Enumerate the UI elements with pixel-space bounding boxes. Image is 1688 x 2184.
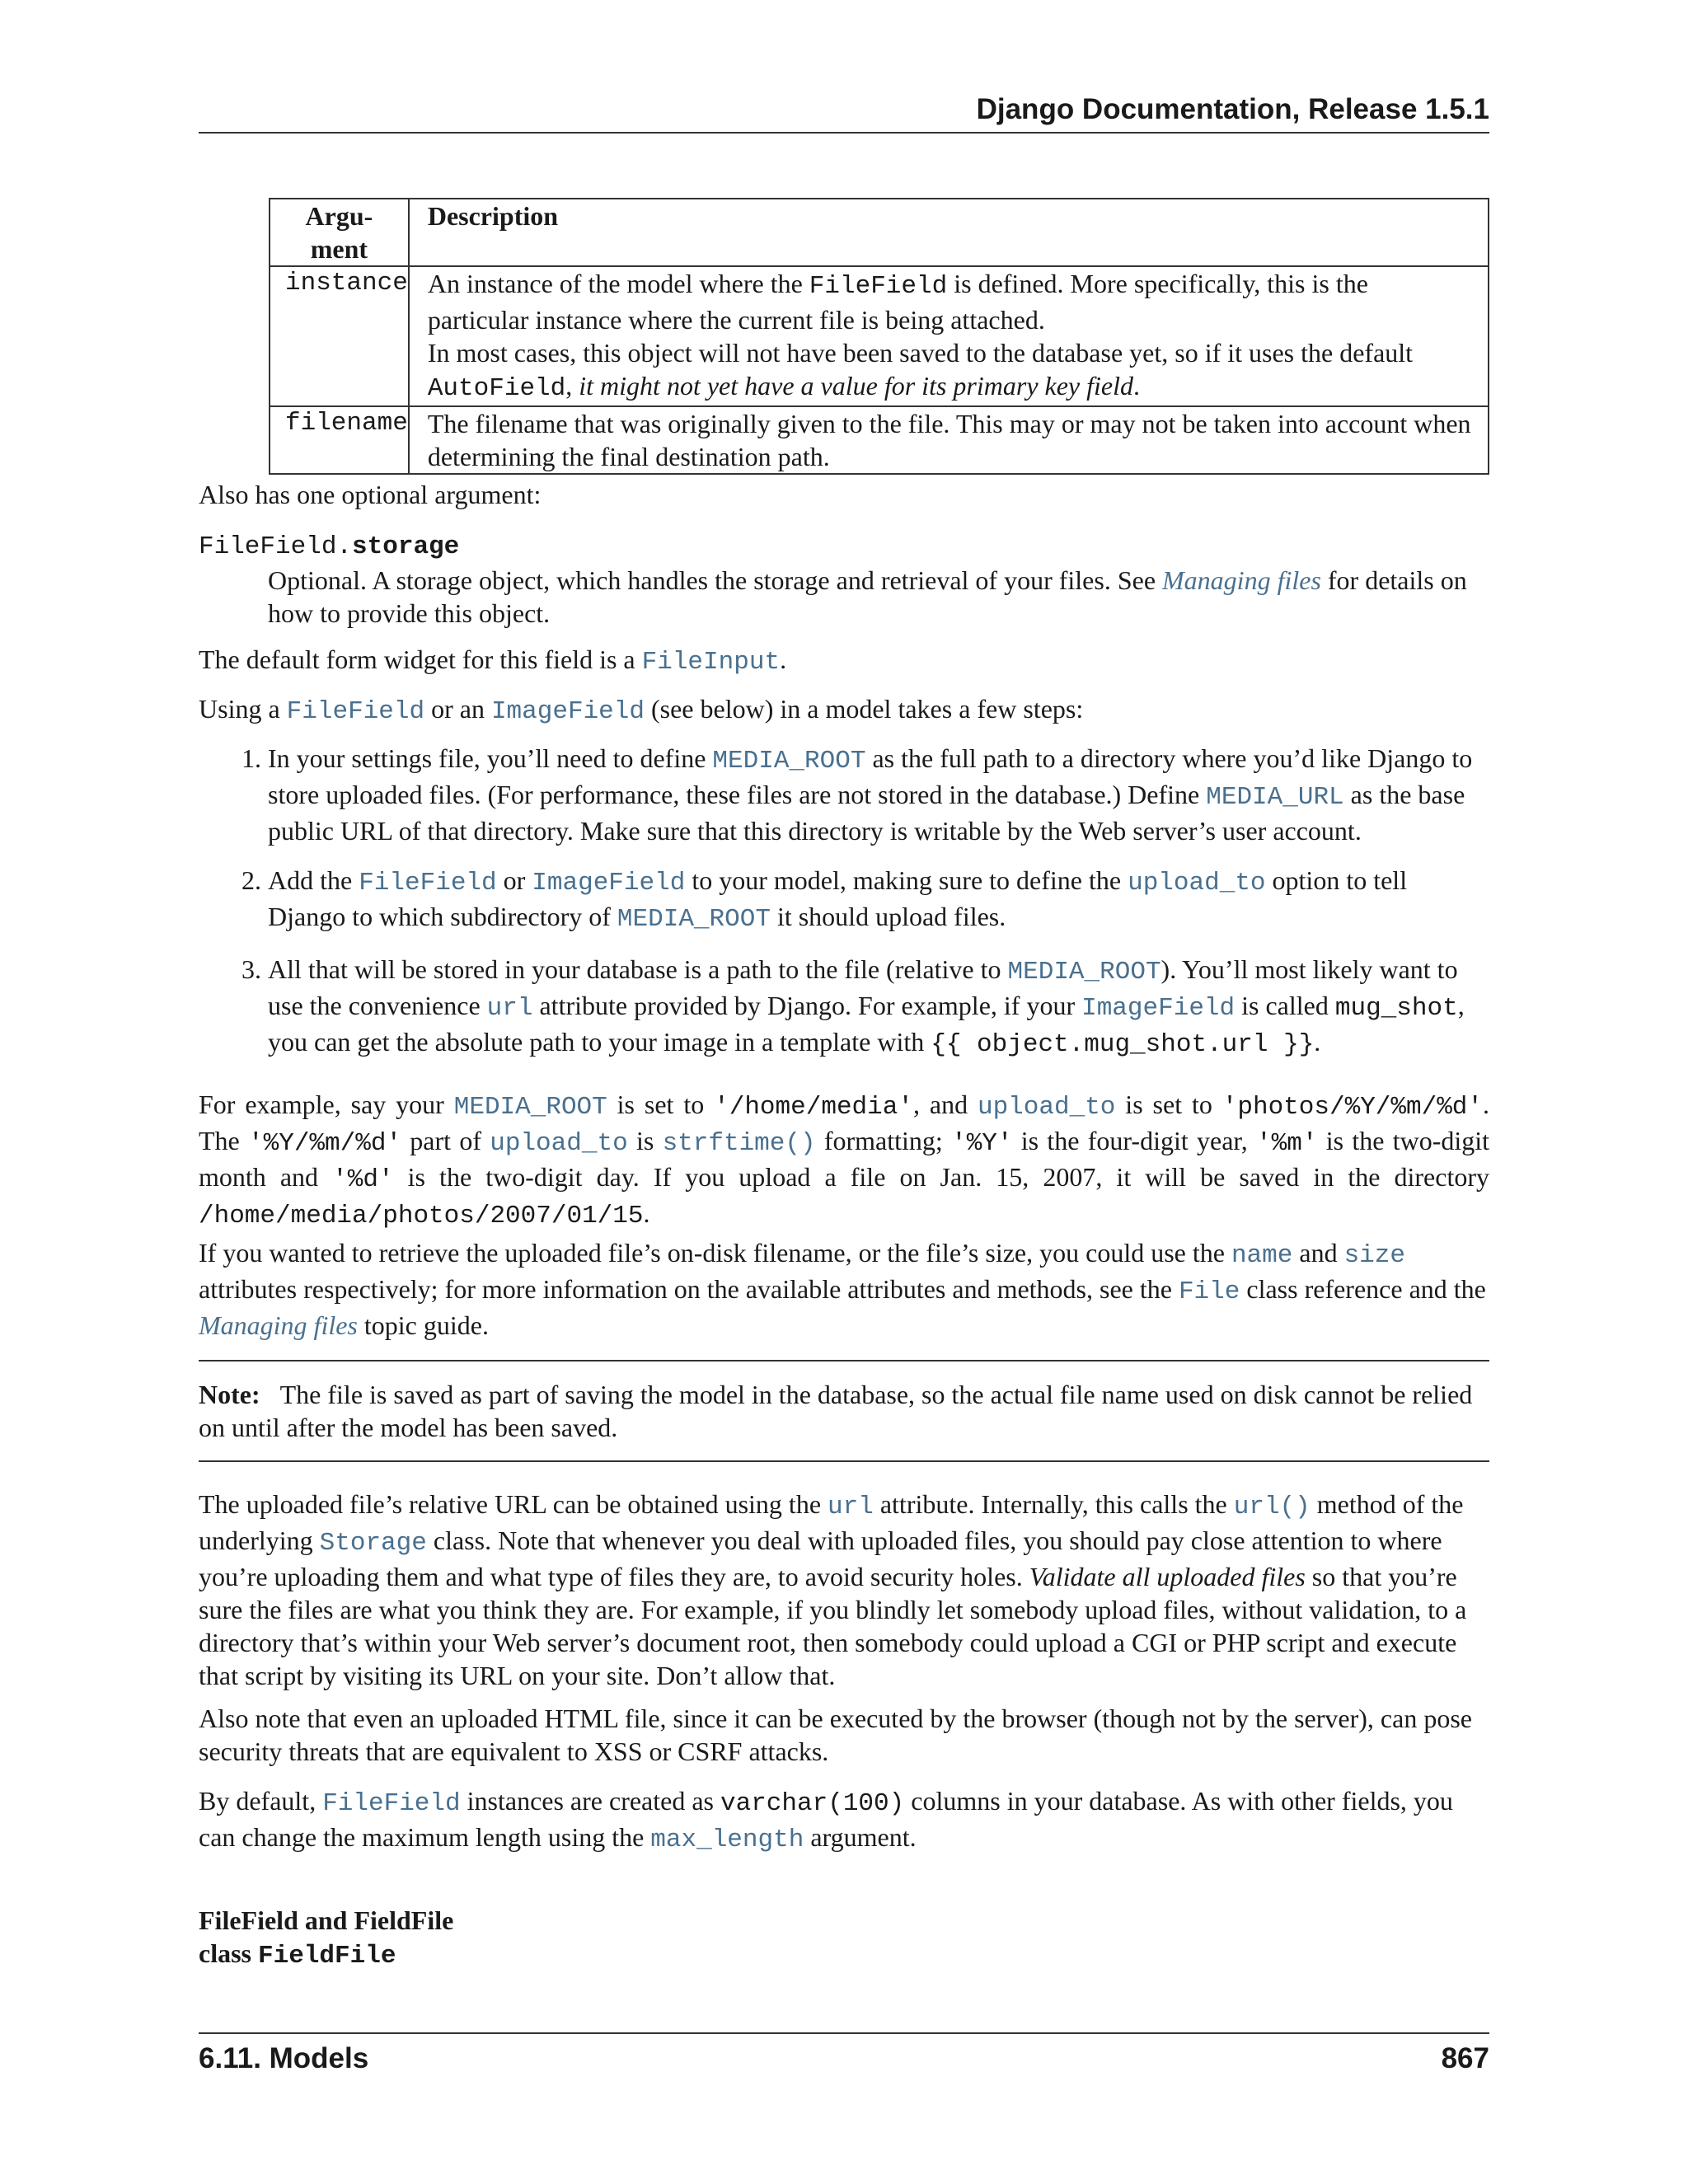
argument-description: The filename that was originally given to the file. This may or may not be taken into account when determining the final destination path. [427, 409, 1471, 471]
footer-section: 6.11. Models [199, 2042, 369, 2074]
note-box [199, 1360, 1489, 1462]
argument-description: An instance of the model where the FileField is defined. More specifically, this is the particular instance where the current file is being attached. In most cases, this object will not have been saved to the database yet, so if it uses the default AutoField, it might not yet have a value for its primary key field. [427, 269, 1414, 403]
section-filefield-fieldfile [199, 1904, 1489, 1973]
paragraph-widget: The default form widget for this field is a FileInput. [199, 644, 787, 677]
paragraph-optional: Also has one optional argument: [199, 480, 542, 509]
managing-files-link[interactable]: Managing files [1162, 565, 1321, 595]
table-row [270, 266, 1489, 406]
list-item: 2. Add the FileField or ImageField to your model, making sure to define the upload_to option to tell Django to which subdirectory of MEDIA_ROOT it should upload files. [268, 864, 1489, 936]
section-title: FileField and FieldFile [199, 1905, 454, 1935]
list-item: 3. All that will be stored in your database is a path to the file (relative to MEDIA_ROOT). You’ll most likely want to use the convenience url attribute provided by Django. For example, if your ImageField is called mug_shot, you can get the absolute path to your image in a template with {{ object.mug_shot.url }}. [268, 953, 1489, 1062]
paragraph-default: By default, FileField instances are created as varchar(100) columns in your database. As with other fields, you can change the maximum length using the max_length argument. [199, 1786, 1453, 1854]
note-text: The file is saved as part of saving the model in the database, so the actual file name used on disk cannot be relied on until after the model has been saved. [199, 1380, 1473, 1442]
paragraph-retrieve: If you wanted to retrieve the uploaded file’s on-disk filename, or the file’s size, you could use the name and size attributes respectively; for more information on the available attributes and methods, see the File class reference and the Managing files topic guide. [199, 1238, 1486, 1340]
table-header-row [270, 199, 1489, 266]
running-footer [199, 2032, 1489, 2079]
imagefield-link[interactable]: ImageField [490, 697, 645, 726]
column-header-description: Description [409, 199, 1489, 266]
paragraph-using: Using a FileField or an ImageField (see below) in a model takes a few steps: [199, 694, 1084, 726]
storage-attribute [199, 527, 1489, 630]
page-number: 867 [1441, 2042, 1489, 2074]
table-row [270, 406, 1489, 474]
paragraph-url: The uploaded file’s relative URL can be obtained using the url attribute. Internally, this calls the url() method of the underlying Storage class. Note that whenever you deal with uploaded files, you should pay close attention to where you’re uploading them and what type of files they are, to avoid security holes. Validate all uploaded files so that you’re sure the files are what you think they are. For example, if you blindly let somebody upload files, without validation, to a directory that’s within your Web server’s document root, then somebody could upload a CGI or PHP script and execute that script by visiting its URL on your site. Don’t allow that. [199, 1489, 1467, 1690]
paragraph-html: Also note that even an uploaded HTML file, since it can be executed by the browser (though not by the server), can pose security threats that are equivalent to XSS or CSRF attacks. [199, 1704, 1472, 1766]
arguments-table [269, 198, 1489, 475]
column-header-argument: Argu- ment [270, 199, 409, 266]
paragraph-example: For example, say your MEDIA_ROOT is set to '/home/media', and upload_to is set to 'photos/%Y/%m/%d'. The '%Y/%m/%d' part of upload_to is strftime() formatting; '%Y' is the four-digit year, '%m' is the two-digit month and '%d' is the two-digit day. If you upload a file on Jan. 15, 2007, it will be saved in the directory /home/media/photos/2007/01/15. [199, 1090, 1490, 1230]
list-item: 1. In your settings file, you’ll need to define MEDIA_ROOT as the full path to a directory where you’d like Django to store uploaded files. (For performance, these files are not stored in the database.) Define MEDIA_URL as the base public URL of that directory. Make sure that this directory is writable by the Web server’s user account. [268, 742, 1489, 847]
steps-list [199, 742, 1489, 1078]
attribute-description: Optional. A storage object, which handles the storage and retrieval of your files. See Managing files for details on how to provide this object. [268, 565, 1467, 628]
argument-name: instance [285, 269, 408, 298]
class-signature: class FieldFile [199, 1938, 396, 1971]
filefield-link[interactable]: FileField [286, 697, 425, 726]
running-header: Django Documentation, Release 1.5.1 [199, 91, 1489, 134]
managing-files-link[interactable]: Managing files [199, 1310, 358, 1340]
fileinput-link[interactable]: FileInput [641, 648, 781, 677]
argument-name: filename [285, 409, 408, 438]
note-label: Note: [199, 1380, 260, 1409]
attribute-signature: FileField.storage [199, 532, 460, 561]
